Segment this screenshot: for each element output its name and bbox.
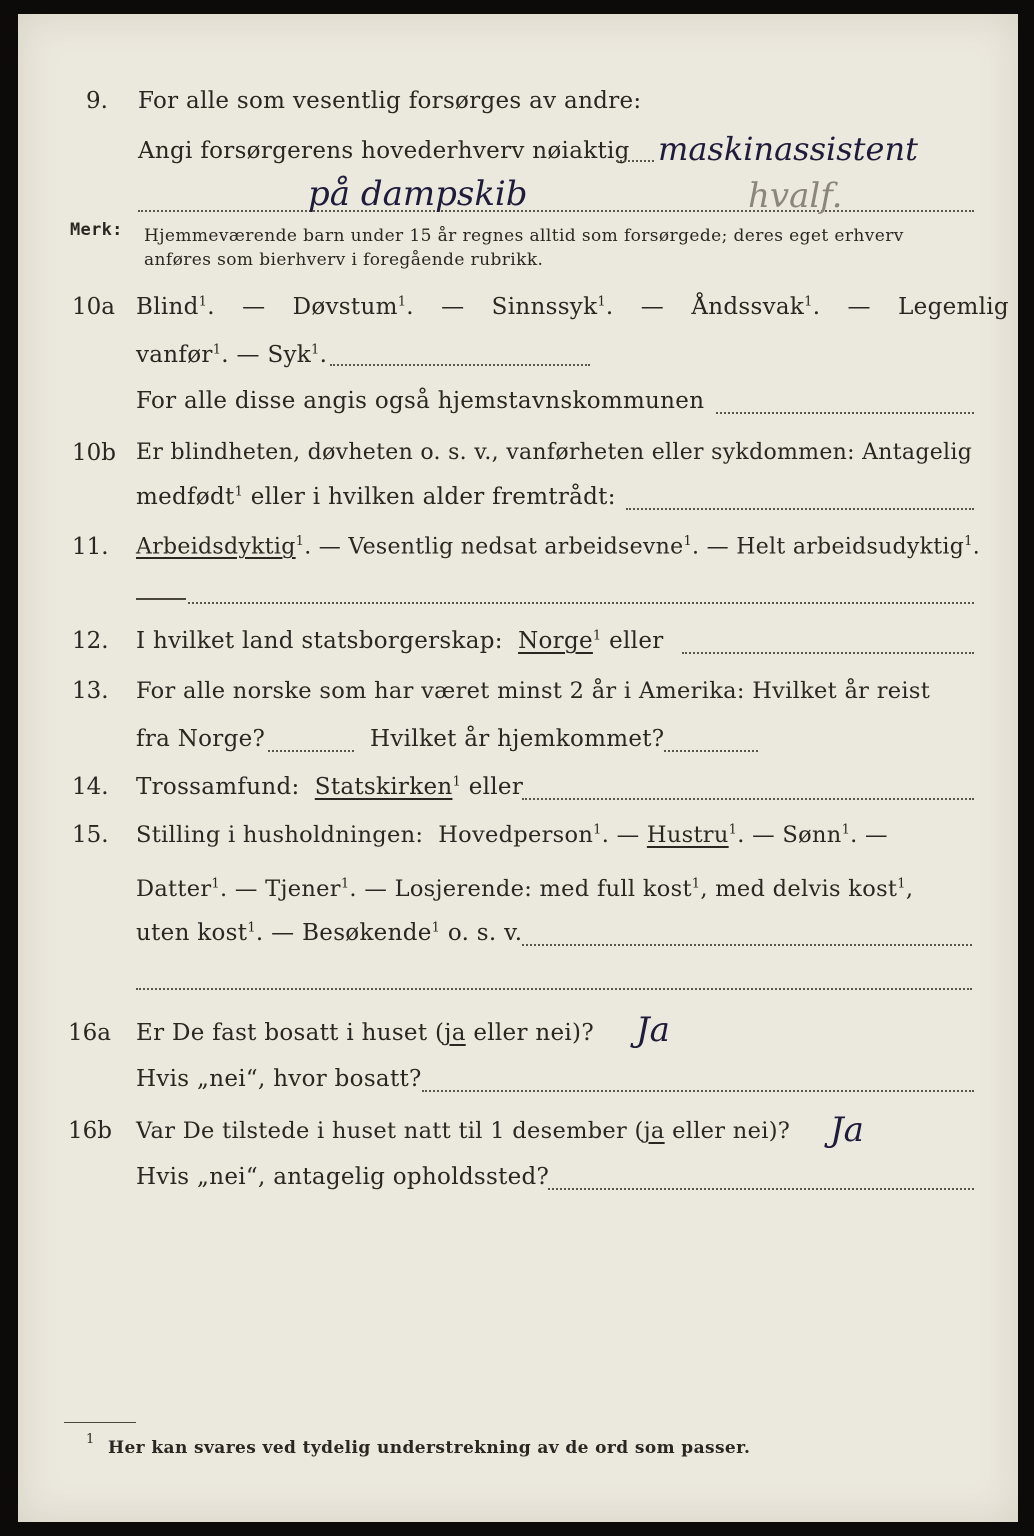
q14-text: Trossamfund: <box>136 774 300 800</box>
footnote-mark: 1 <box>234 484 244 500</box>
footnote-mark: 1 <box>198 294 208 310</box>
q9-number: 9. <box>86 88 108 114</box>
dash: — <box>234 876 258 902</box>
q11-line1: Arbeidsdyktig$^1$. — Vesentlig nedsat arbeidsevne$^1$. — Helt arbeidsudyktig$^1$. <box>136 534 981 560</box>
option-sonn: Sønn <box>782 822 842 848</box>
option-andssvak: Åndssvak <box>691 294 805 320</box>
option-dovstum: Døvstum <box>292 294 398 320</box>
merk-label: Merk: <box>70 220 123 240</box>
option-helt-arbeidsudyktig: Helt arbeidsudyktig <box>736 534 965 560</box>
q16b-number: 16b <box>68 1118 112 1144</box>
option-norge: Norge <box>518 628 593 654</box>
short-answer-line <box>136 598 186 600</box>
q12-text: I hvilket land statsborgerskap: <box>136 628 503 654</box>
footnote-mark: 1 <box>431 920 441 936</box>
census-form-page <box>18 14 1018 1522</box>
option-ja: ja <box>643 1118 665 1144</box>
footnote-mark: 1 <box>691 876 701 892</box>
footnote-mark: 1 <box>728 822 738 838</box>
q13-line2b: Hvilket år hjemkommet? <box>370 726 665 752</box>
q16b-handwritten-answer: Ja <box>830 1110 864 1150</box>
q11-number: 11. <box>72 534 109 560</box>
footnote-mark: 1 <box>295 534 305 549</box>
q16a-line1 <box>136 1020 594 1046</box>
q9-line1: For alle som vesentlig forsørges av andre: <box>138 88 642 114</box>
q15-line2: Datter$^1$. — Tjener$^1$. — Losjerende: med full kost$^1$, med delvis kost$^1$, <box>136 876 914 902</box>
option-full-kost: med full kost <box>539 876 692 902</box>
option-hustru: Hustru <box>646 822 729 848</box>
q16a-number: 16a <box>68 1020 111 1046</box>
footnote-mark: 1 <box>311 342 320 358</box>
footnote-mark: 1 <box>804 294 813 310</box>
q13-line1: For alle norske som har været minst 2 år i Amerika: Hvilket år reist <box>136 678 931 704</box>
dash: — <box>364 876 388 902</box>
dash: — <box>236 342 260 368</box>
dash: — <box>865 822 888 848</box>
q10b-line2-text: eller i hvilken alder fremtrådt: <box>243 484 616 510</box>
q12-line <box>136 628 664 654</box>
losjerende-label: Losjerende: <box>394 876 533 902</box>
q16b-text-b: eller nei)? <box>664 1118 791 1144</box>
q16a-text-a: Er De fast bosatt i huset ( <box>136 1020 445 1046</box>
answer-dotted-line <box>548 1188 974 1190</box>
option-syk: Syk <box>267 342 312 368</box>
option-medfodt: medfødt <box>136 484 235 510</box>
dash: — <box>616 822 640 848</box>
answer-dotted-line <box>138 210 974 212</box>
footnote-mark: 1 <box>964 534 973 549</box>
answer-dotted-line <box>682 652 974 654</box>
answer-dotted-line <box>522 944 972 946</box>
option-datter: Datter <box>136 876 212 902</box>
q9-handwritten-answer-3: hvalf. <box>748 176 843 216</box>
footnote-mark: 1 <box>593 822 602 838</box>
q10a-line3: For alle disse angis også hjemstavnskommunen <box>136 388 705 414</box>
q16b-text-a: Var De tilstede i huset natt til 1 desember ( <box>136 1118 644 1144</box>
q15-text: Stilling i husholdningen: <box>136 822 424 848</box>
dash: — <box>706 534 729 560</box>
q15-line1: Stilling i husholdningen: Hovedperson$^1$. — Hustru$^1$. — Sønn$^1$. — <box>136 822 888 848</box>
footnote-mark: 1 <box>340 876 350 892</box>
answer-dotted-line <box>664 750 758 752</box>
option-uten-kost: uten kost <box>136 920 248 946</box>
option-blind: Blind <box>136 294 199 320</box>
q14-line <box>136 774 523 800</box>
option-ja: ja <box>444 1020 466 1046</box>
answer-dotted-line <box>716 412 974 414</box>
footnote-mark: 1 <box>247 920 256 936</box>
q15-number: 15. <box>72 822 109 848</box>
footnote-mark: 1 <box>397 294 407 310</box>
q9-handwritten-answer-2: på dampskib <box>308 174 528 214</box>
option-delvis-kost: med delvis kost <box>715 876 898 902</box>
option-tjener: Tjener <box>265 876 341 902</box>
option-hovedperson: Hovedperson <box>438 822 594 848</box>
footnote-mark: 1 <box>212 342 222 358</box>
footnote-mark: 1 <box>86 1432 95 1447</box>
option-besokende: Besøkende <box>302 920 432 946</box>
answer-dotted-line <box>616 160 654 162</box>
merk-line2: anføres som bierhverv i foregående rubrikk. <box>144 250 544 270</box>
option-sinnssyk: Sinnssyk <box>491 294 598 320</box>
footnote-mark: 1 <box>592 628 602 644</box>
q10a-number: 10a <box>72 294 115 320</box>
q13-number: 13. <box>72 678 109 704</box>
q12-eller: eller <box>609 628 664 654</box>
answer-dotted-line <box>626 508 974 510</box>
q14-eller: eller <box>468 774 524 800</box>
dash: — <box>242 294 266 320</box>
q10b-number: 10b <box>72 440 116 466</box>
footnote-mark: 1 <box>683 534 693 549</box>
q15-line3: uten kost$^1$. — Besøkende$^1$ o. s. v. <box>136 920 523 946</box>
footnote-separator <box>64 1422 136 1423</box>
answer-dotted-line <box>188 602 974 604</box>
dash: — <box>271 920 295 946</box>
q14-number: 14. <box>72 774 109 800</box>
q16a-text-b: eller nei)? <box>465 1020 594 1046</box>
answer-dotted-line <box>422 1090 974 1092</box>
q10b-line1: Er blindheten, døvheten o. s. v., vanførheten eller sykdommen: Antagelig <box>136 440 973 465</box>
footnote-mark: 1 <box>841 822 851 838</box>
osv: o. s. v. <box>447 920 523 946</box>
footnote-text: Her kan svares ved tydelig understrekning av de ord som passer. <box>108 1438 751 1458</box>
answer-dotted-line <box>268 750 354 752</box>
q9-line2: Angi forsørgerens hovederhverv nøiaktig <box>138 138 630 164</box>
merk-line1: Hjemmeværende barn under 15 år regnes alltid som forsørgede; deres eget erhverv <box>144 226 904 246</box>
q10a-line1: Blind$^1$. — Døvstum$^1$. — Sinnssyk$^1$. — Åndssvak$^1$. — Legemlig <box>136 294 1009 320</box>
option-vanfor: vanfør <box>136 342 213 368</box>
answer-dotted-line <box>330 364 590 366</box>
dash: — <box>318 534 342 560</box>
answer-dotted-line <box>522 798 974 800</box>
dash: — <box>847 294 871 320</box>
q9-handwritten-answer-1: maskinassistent <box>658 130 918 168</box>
q16a-line2: Hvis „nei“, hvor bosatt? <box>136 1066 422 1092</box>
q10a-line2: vanfør$^1$. — Syk$^1$. <box>136 342 328 368</box>
dash: — <box>640 294 665 320</box>
footnote-mark: 1 <box>211 876 220 892</box>
q12-number: 12. <box>72 628 109 654</box>
q16b-line1 <box>136 1118 790 1144</box>
q16b-line2: Hvis „nei“, antagelig opholdssted? <box>136 1164 550 1190</box>
footnote-mark: 1 <box>452 774 462 790</box>
dash: — <box>752 822 775 848</box>
answer-dotted-line <box>136 988 972 990</box>
option-arbeidsdyktig: Arbeidsdyktig <box>136 534 296 560</box>
q13-line2a: fra Norge? <box>136 726 266 752</box>
q16a-handwritten-answer: Ja <box>636 1010 670 1050</box>
dash: — <box>441 294 465 320</box>
option-legemlig: Legemlig <box>898 294 1009 320</box>
footnote-mark: 1 <box>597 294 606 310</box>
option-vesentlig-nedsat: Vesentlig nedsat arbeidsevne <box>348 534 684 560</box>
q10b-line2 <box>136 484 616 510</box>
option-statskirken: Statskirken <box>314 774 453 800</box>
footnote-mark: 1 <box>897 876 906 892</box>
